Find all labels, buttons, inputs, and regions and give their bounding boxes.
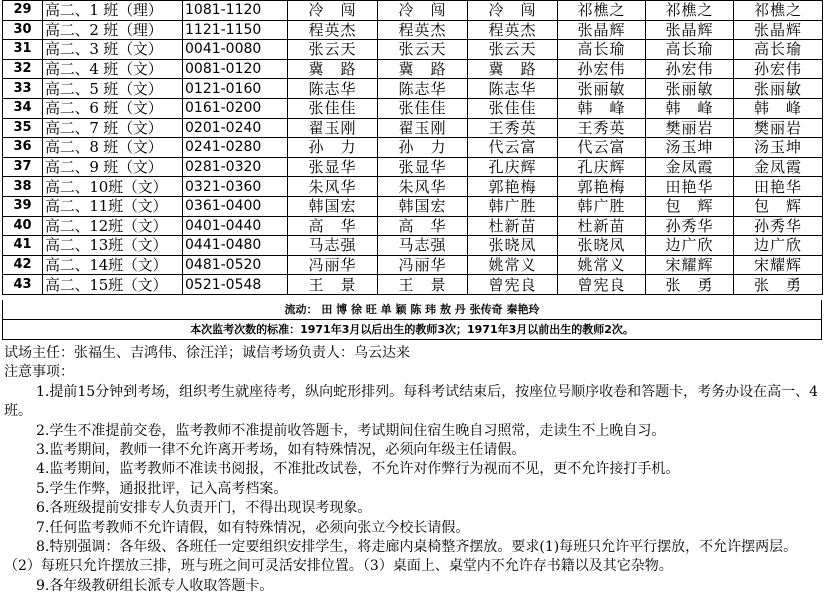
proctor-4: 韩 峰 — [558, 98, 646, 118]
proctor-1: 程英杰 — [288, 20, 378, 40]
row-number: 37 — [3, 157, 43, 177]
note-item: 4.监考期间，监考教师不准读书阅报，不准批改试卷，不允许对作弊行为视而不见，更不允许接打手机。 — [36, 461, 680, 478]
proctor-6: 张 勇 — [734, 275, 823, 295]
proctor-2: 王 景 — [378, 275, 468, 295]
proctor-3: 代云富 — [468, 138, 558, 158]
proctor-5: 樊丽岩 — [646, 118, 734, 138]
seat-range: 0081-0120 — [183, 59, 288, 79]
proctor-2: 张云天 — [378, 40, 468, 60]
class-name: 高二、2 班（理） — [43, 20, 183, 40]
proctor-1: 王 景 — [288, 275, 378, 295]
seat-range: 0441-0480 — [183, 236, 288, 256]
note-item: 2.学生不准提前交卷，监考教师不准提前收答题卡，考试期间住宿生晚自习照常，走读生不上晚自习。 — [36, 422, 666, 439]
proctor-1: 马志强 — [288, 236, 378, 256]
proctor-standard: 本次监考次数的标准：1971年3月以后出生的教师3次；1971年3月以前出生的教师2次。 — [2, 320, 822, 340]
proctor-1: 张显华 — [288, 157, 378, 177]
class-name: 高二、10班（文） — [43, 177, 183, 197]
class-name: 高二、7 班（文） — [43, 118, 183, 138]
proctor-2: 张佳佳 — [378, 98, 468, 118]
table-row — [3, 138, 823, 158]
row-number: 32 — [3, 59, 43, 79]
class-name: 高二、6 班（文） — [43, 98, 183, 118]
table-row — [3, 118, 823, 138]
proctor-6: 包 辉 — [734, 196, 823, 216]
proctor-5: 张 勇 — [646, 275, 734, 295]
table-row — [3, 40, 823, 60]
proctor-5: 韩 峰 — [646, 98, 734, 118]
proctor-6: 樊丽岩 — [734, 118, 823, 138]
proctor-3: 冷 闯 — [468, 1, 558, 21]
proctor-5: 宋耀辉 — [646, 255, 734, 275]
table-row — [3, 20, 823, 40]
proctor-4: 高长瑜 — [558, 40, 646, 60]
proctor-5: 金凤霞 — [646, 157, 734, 177]
class-name: 高二、9 班（文） — [43, 157, 183, 177]
proctor-5: 高长瑜 — [646, 40, 734, 60]
notes-section — [4, 344, 820, 596]
proctor-6: 宋耀辉 — [734, 255, 823, 275]
proctor-5: 祁樵之 — [646, 1, 734, 21]
proctor-5: 包 辉 — [646, 196, 734, 216]
proctor-1: 冯丽华 — [288, 255, 378, 275]
table-row — [3, 255, 823, 275]
class-name: 高二、12班（文） — [43, 216, 183, 236]
proctor-2: 翟玉刚 — [378, 118, 468, 138]
proctor-1: 冀 路 — [288, 59, 378, 79]
row-number: 38 — [3, 177, 43, 197]
proctor-3: 程英杰 — [468, 20, 558, 40]
table-row — [3, 196, 823, 216]
seat-range: 0201-0240 — [183, 118, 288, 138]
table-row — [3, 79, 823, 99]
proctor-3: 韩广胜 — [468, 196, 558, 216]
proctor-5: 汤玉坤 — [646, 138, 734, 158]
table-row — [3, 157, 823, 177]
proctor-6: 张晶辉 — [734, 20, 823, 40]
proctor-4: 张晓凤 — [558, 236, 646, 256]
seat-range: 0121-0160 — [183, 79, 288, 99]
proctor-1: 冷 闯 — [288, 1, 378, 21]
proctor-1: 孙 力 — [288, 138, 378, 158]
class-name: 高二、13班（文） — [43, 236, 183, 256]
proctor-6: 祁樵之 — [734, 1, 823, 21]
proctor-5: 边广欣 — [646, 236, 734, 256]
row-number: 30 — [3, 20, 43, 40]
proctor-4: 孔庆辉 — [558, 157, 646, 177]
proctor-6: 孙秀华 — [734, 216, 823, 236]
table-row — [3, 98, 823, 118]
proctor-5: 张丽敏 — [646, 79, 734, 99]
proctor-1: 韩国宏 — [288, 196, 378, 216]
proctor-3: 杜新苗 — [468, 216, 558, 236]
seat-range: 1121-1150 — [183, 20, 288, 40]
proctor-6: 边广欣 — [734, 236, 823, 256]
proctor-1: 陈志华 — [288, 79, 378, 99]
proctor-4: 祁樵之 — [558, 1, 646, 21]
proctor-6: 孙宏伟 — [734, 59, 823, 79]
proctor-2: 冷 闯 — [378, 1, 468, 21]
row-number: 43 — [3, 275, 43, 295]
note-item: 5.学生作弊，通报批评，记入高考档案。 — [36, 480, 288, 497]
proctor-2: 陈志华 — [378, 79, 468, 99]
proctor-3: 曾宪良 — [468, 275, 558, 295]
class-name: 高二、4 班（文） — [43, 59, 183, 79]
note-item: 3.监考期间，教师一律不允许离开考场，如有特殊情况，必须向年级主任请假。 — [36, 442, 526, 459]
table-row — [3, 216, 823, 236]
proctor-4: 王秀英 — [558, 118, 646, 138]
row-number: 36 — [3, 138, 43, 158]
proctor-6: 田艳华 — [734, 177, 823, 197]
seat-range: 0041-0080 — [183, 40, 288, 60]
table-row — [3, 275, 823, 295]
proctor-6: 张丽敏 — [734, 79, 823, 99]
proctor-4: 杜新苗 — [558, 216, 646, 236]
note-item: 6.各班级提前安排专人负责开门，不得出现误考现象。 — [36, 500, 372, 517]
row-number: 29 — [3, 1, 43, 21]
seat-range: 0281-0320 — [183, 157, 288, 177]
proctor-4: 韩广胜 — [558, 196, 646, 216]
row-number: 34 — [3, 98, 43, 118]
proctor-5: 孙宏伟 — [646, 59, 734, 79]
table-row — [3, 59, 823, 79]
proctor-3: 郭艳梅 — [468, 177, 558, 197]
proctor-2: 冀 路 — [378, 59, 468, 79]
proctor-4: 姚常义 — [558, 255, 646, 275]
seat-range: 0481-0520 — [183, 255, 288, 275]
proctor-1: 张云天 — [288, 40, 378, 60]
proctor-3: 张佳佳 — [468, 98, 558, 118]
proctor-2: 高 华 — [378, 216, 468, 236]
row-number: 31 — [3, 40, 43, 60]
proctor-2: 韩国宏 — [378, 196, 468, 216]
class-name: 高二、8 班（文） — [43, 138, 183, 158]
seat-range: 0241-0280 — [183, 138, 288, 158]
class-name: 高二、1 班（理） — [43, 1, 183, 21]
proctor-3: 冀 路 — [468, 59, 558, 79]
exam-directors: 试场主任：张福生、吉鸿伟、徐汪洋；诚信考场负责人：乌云达来 — [4, 345, 410, 361]
proctor-3: 张晓凤 — [468, 236, 558, 256]
seat-range: 0161-0200 — [183, 98, 288, 118]
note-item: 9.各年级教研组长派专人收取答题卡。 — [36, 577, 274, 594]
seat-range: 0521-0548 — [183, 275, 288, 295]
class-name: 高二、14班（文） — [43, 255, 183, 275]
class-name: 高二、3 班（文） — [43, 40, 183, 60]
proctor-4: 孙宏伟 — [558, 59, 646, 79]
flow-proctors: 流动： 田 博 徐 旺 单 颖 陈 玮 敖 丹 张传奇 秦艳玲 — [2, 300, 822, 320]
proctor-1: 翟玉刚 — [288, 118, 378, 138]
row-number: 42 — [3, 255, 43, 275]
seat-range: 1081-1120 — [183, 1, 288, 21]
notes-heading: 注意事项： — [4, 364, 74, 381]
table-row — [3, 236, 823, 256]
proctor-5: 田艳华 — [646, 177, 734, 197]
table-row — [3, 1, 823, 21]
exam-schedule-table — [2, 0, 823, 295]
proctor-4: 代云富 — [558, 138, 646, 158]
proctor-4: 郭艳梅 — [558, 177, 646, 197]
proctor-2: 朱风华 — [378, 177, 468, 197]
seat-range: 0401-0440 — [183, 216, 288, 236]
proctor-2: 冯丽华 — [378, 255, 468, 275]
row-number: 33 — [3, 79, 43, 99]
proctor-6: 高长瑜 — [734, 40, 823, 60]
proctor-2: 马志强 — [378, 236, 468, 256]
proctor-3: 陈志华 — [468, 79, 558, 99]
proctor-2: 孙 力 — [378, 138, 468, 158]
proctor-6: 金凤霞 — [734, 157, 823, 177]
row-number: 41 — [3, 236, 43, 256]
class-name: 高二、11班（文） — [43, 196, 183, 216]
class-name: 高二、5 班（文） — [43, 79, 183, 99]
proctor-2: 张显华 — [378, 157, 468, 177]
row-number: 39 — [3, 196, 43, 216]
seat-range: 0321-0360 — [183, 177, 288, 197]
row-number: 35 — [3, 118, 43, 138]
proctor-1: 张佳佳 — [288, 98, 378, 118]
proctor-3: 孔庆辉 — [468, 157, 558, 177]
seat-range: 0361-0400 — [183, 196, 288, 216]
proctor-4: 张晶辉 — [558, 20, 646, 40]
table-row — [3, 177, 823, 197]
note-item: 8.特别强调：各年级、各班任一定要组织安排学生，将走廊内桌椅整齐摆放。要求(1)每班只允许平行摆放，不允许摆两层。（2）每班只允许摆放三排，班与班之间可灵活安排位置。（3）桌面上、桌堂内不允许存书籍以及其它杂物。 — [4, 539, 798, 575]
proctor-4: 张丽敏 — [558, 79, 646, 99]
proctor-5: 张晶辉 — [646, 20, 734, 40]
note-item: 1.提前15分钟到考场，组织考生就座待考，纵向蛇形排列。每科考试结束后，按座位号顺序收卷和答题卡，考务办设在高一、4班。 — [4, 383, 819, 420]
proctor-1: 朱风华 — [288, 177, 378, 197]
proctor-3: 姚常义 — [468, 255, 558, 275]
proctor-5: 孙秀华 — [646, 216, 734, 236]
class-name: 高二、15班（文） — [43, 275, 183, 295]
row-number: 40 — [3, 216, 43, 236]
proctor-1: 高 华 — [288, 216, 378, 236]
note-item: 7.任何监考教师不允许请假，如有特殊情况，必须向张立今校长请假。 — [36, 519, 470, 536]
proctor-6: 韩 峰 — [734, 98, 823, 118]
proctor-6: 汤玉坤 — [734, 138, 823, 158]
proctor-4: 曾宪良 — [558, 275, 646, 295]
proctor-3: 张云天 — [468, 40, 558, 60]
proctor-3: 王秀英 — [468, 118, 558, 138]
proctor-2: 程英杰 — [378, 20, 468, 40]
